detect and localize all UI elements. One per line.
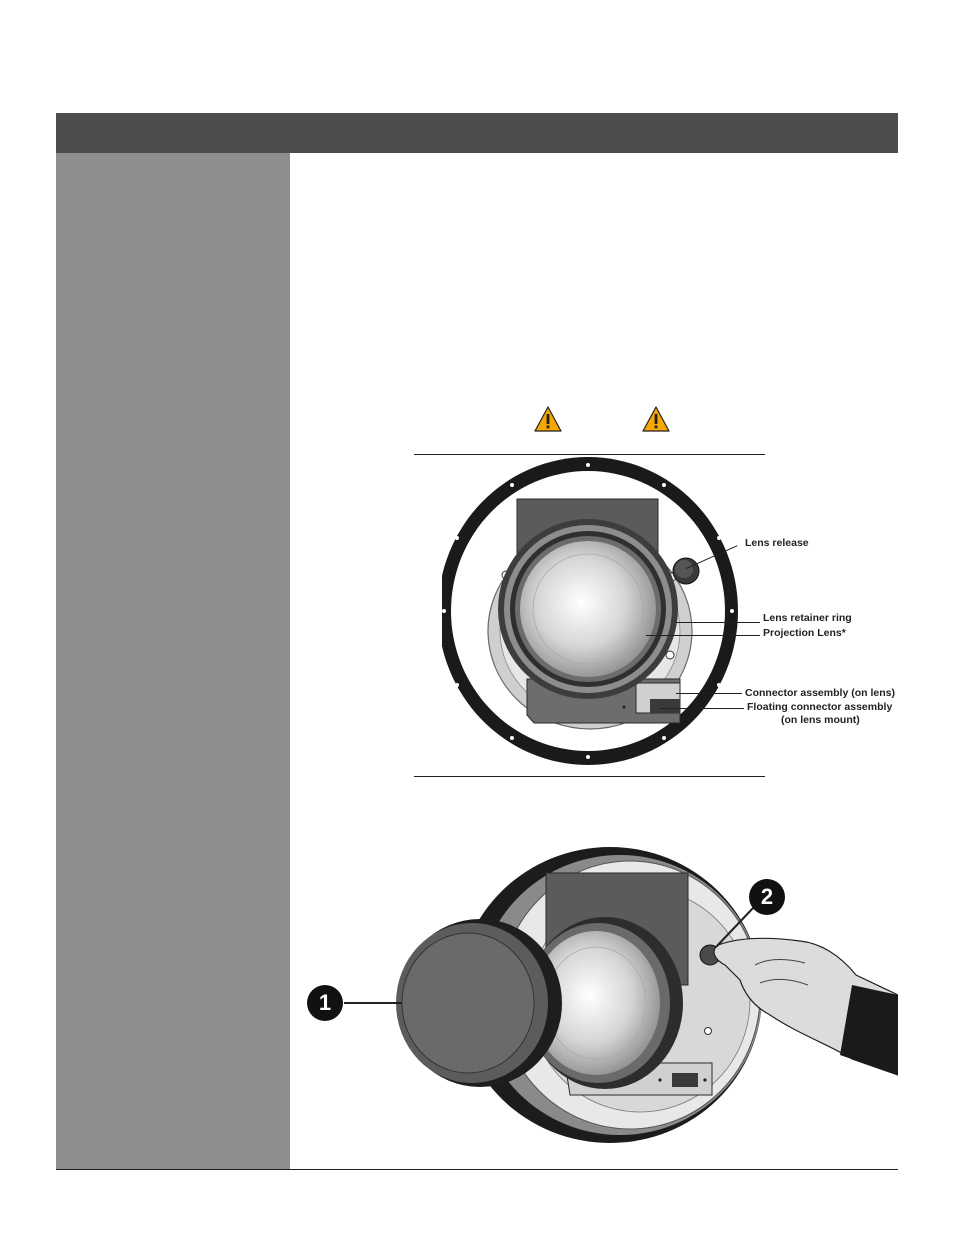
step-2-badge: 2 bbox=[760, 884, 774, 909]
callout-lens-retainer-ring: Lens retainer ring bbox=[763, 612, 852, 624]
callout-lens-release: Lens release bbox=[745, 537, 809, 549]
figure-bottom-rule bbox=[414, 776, 765, 777]
warning-icon bbox=[534, 406, 562, 432]
left-sidebar bbox=[56, 153, 290, 1170]
callout-line bbox=[676, 622, 760, 623]
warning-icon bbox=[642, 406, 670, 432]
callout-line bbox=[646, 635, 760, 636]
callout-floating-connector: Floating connector assembly bbox=[747, 701, 893, 713]
header-bar bbox=[56, 113, 898, 153]
callout-projection-lens: Projection Lens* bbox=[763, 627, 846, 639]
callout-line bbox=[660, 708, 744, 709]
step-1-badge: 1 bbox=[318, 990, 332, 1015]
lens-installation-illustration bbox=[300, 845, 898, 1145]
callout-floating-connector-mount: (on lens mount) bbox=[781, 714, 860, 726]
lens-mount-illustration bbox=[414, 455, 765, 775]
footer-rule bbox=[56, 1169, 898, 1170]
callout-line bbox=[676, 693, 742, 694]
callout-connector-lens: Connector assembly (on lens) bbox=[745, 687, 895, 699]
